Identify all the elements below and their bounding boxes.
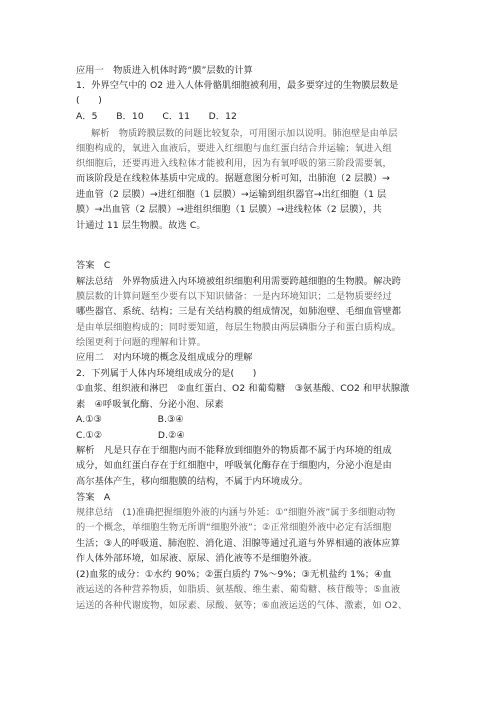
rule-summary-line: 规律总结 (1)准确把握细胞外液的内涵与外延：①“细胞外液”属于多细胞动物	[76, 507, 396, 518]
analysis-line: 进血管（2 层膜）→进红细胞（1 层膜）→运输到组织器官→出红细胞（1 层	[76, 189, 387, 200]
analysis-line: 织细胞后，还要再进入线粒体才能被利用，因为有氧呼吸的第三阶段需要氧，	[76, 158, 392, 169]
section-heading-application-2: 应用二 对内环境的概念及组成成分的理解	[76, 352, 253, 363]
analysis-line: 解析 凡是只存在于细胞内而不能释放到细胞外的物质都不属于内环境的组成	[76, 445, 392, 456]
answer-2: 答案 A	[76, 492, 111, 503]
analysis-line: 细胞构成的，氧进入血液后，要进入红细胞与血红蛋白结合并运输；氧进入组	[76, 143, 392, 154]
rule-summary-line: 的一个概念，单细胞生物无所谓“细胞外液”；②正常细胞外液中必定有活细胞	[76, 522, 392, 533]
method-summary-line: 是由单层细胞构成的；同时要知道，每层生物膜由两层磷脂分子和蛋白质构成。	[76, 322, 402, 333]
question-1-options: A．5 B．10 C．11 D．12	[76, 111, 237, 122]
method-summary-line: 哪些器官、系统、结构；三是有关结构膜的组成情况，如肺泡壁、毛细血管壁都	[76, 306, 402, 317]
section-heading-application-1: 应用一 物质进入机体时跨“膜”层数的计算	[76, 65, 253, 76]
analysis-line: 而该阶段是在线粒体基质中完成的。据题意图分析可知，出肺泡（2 层膜）→	[76, 173, 390, 184]
analysis-line: 成分，如血红蛋白存在于红细胞中，呼吸氧化酶存在于细胞内，分泌小泡是由	[76, 460, 392, 471]
analysis-line: 高尔基体产生，移向细胞膜的结构，不属于内环境成分。	[76, 476, 309, 487]
rule-summary-line: 运送的各种代谢废物，如尿素、尿酸、氨等；⑥血液运送的气体、激素，如 O2、	[76, 600, 408, 611]
analysis-line: 膜）→出血管（2 层膜）→进组织细胞（1 层膜）→进线粒体（2 层膜），共	[76, 204, 382, 215]
analysis-line: 解析 物质跨膜层数的问题比较复杂，可用图示加以说明。肺泡壁是由单层	[91, 128, 398, 139]
rule-summary-line: 液运送的各种营养物质，如脂质、氨基酸、维生素、葡萄糖、核苷酸等；⑤血液	[76, 584, 401, 595]
answer-1: 答案 C	[76, 260, 111, 271]
question-2-stem: 2．下列属于人体内环境组成成分的是( )	[76, 368, 257, 379]
rule-summary-line: (2)血浆的成分：①水约 90%；②蛋白质约 7%～9%；③无机盐约 1%；④血	[76, 569, 392, 580]
method-summary-line: 膜层数的计算问题至少要有以下知识储备：一是内环境知识；二是物质要经过	[76, 291, 392, 302]
question-2-items: 素 ④呼吸氧化酶、分泌小泡、尿素	[76, 399, 224, 410]
method-summary-line: 绘图更利于问题的理解和计算。	[76, 337, 207, 348]
question-1-stem: ( )	[76, 95, 102, 106]
question-2-items: ①血浆、组织液和淋巴 ②血红蛋白、O2 和葡萄糖 ③氨基酸、CO2 和甲状腺激	[76, 383, 410, 394]
rule-summary-line: 作人体外部环境，如尿液、原尿、消化液等不是细胞外液。	[76, 553, 318, 564]
analysis-line: 计通过 11 层生物膜。故选 C。	[76, 220, 206, 231]
question-2-options: C.①② D.②④	[76, 430, 185, 441]
rule-summary-line: 生活；③人的呼吸道、肺泡腔、消化道、泪腺等通过孔道与外界相通的液体应算	[76, 538, 401, 549]
question-1-stem: 1．外界空气中的 O2 进入人体骨骼肌细胞被利用，最多要穿过的生物膜层数是	[76, 80, 399, 91]
method-summary-line: 解法总结 外界物质进入内环境被组织细胞利用需要跨越细胞的生物膜。解决跨	[76, 276, 402, 287]
question-2-options: A.①③ B.③④	[76, 414, 184, 425]
